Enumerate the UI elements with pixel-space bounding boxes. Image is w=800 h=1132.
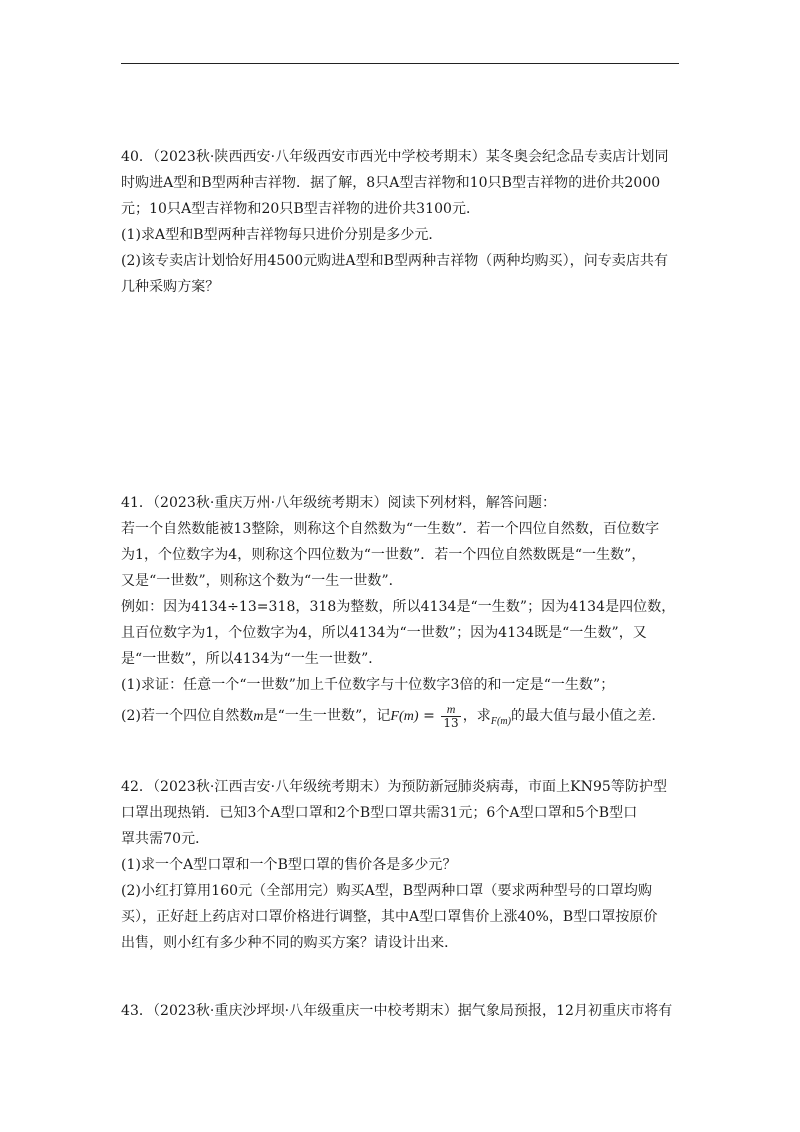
problem-41-q2 bbox=[121, 698, 681, 740]
q2-text-before: (2)若一个四位自然数 bbox=[121, 708, 254, 724]
q2-text-mid: 是“一生一世数”，记 bbox=[263, 708, 391, 724]
problem-40-line: (2)该专卖店计划恰好用4500元购进A型和B型两种吉祥物（两种均购买），问专卖店共有 bbox=[121, 253, 669, 269]
problem-40-line: (1)求A型和B型两种吉祥物每只进价分别是多少元． bbox=[121, 227, 443, 243]
problem-40-line: 时购进A型和B型两种吉祥物．据了解，8只A型吉祥物和10只B型吉祥物的进价共2000 bbox=[121, 175, 661, 191]
problem-41-line: 若一个自然数能被13整除，则称这个自然数为“一生数”．若一个四位自然数，百位数字 bbox=[121, 521, 660, 537]
q2-variable: m bbox=[253, 709, 264, 724]
problem-41-line: 为1，个位数字为4，则称这个四位数为“一世数”．若一个四位自然数既是“一生数”， bbox=[121, 547, 646, 563]
problem-42-line: 罩共需70元． bbox=[121, 831, 210, 847]
q2-text-after1: ，求 bbox=[462, 708, 491, 724]
problem-41-line: (1)求证：任意一个“一世数”加上千位数字与十位数字3倍的和一定是“一生数”； bbox=[121, 677, 615, 693]
problem-41 bbox=[121, 490, 681, 740]
problem-41-line: 又是“一世数”，则称这个数为“一生一世数”． bbox=[121, 573, 403, 589]
problem-42-line: 买），正好赶上药店对口罩价格进行调整，其中A型口罩售价上涨40%，B型口罩按原价 bbox=[121, 909, 658, 925]
q2-text-after2: 的最大值与最小值之差． bbox=[511, 708, 666, 724]
problem-41-line: 且百位数字为1，个位数字为4，所以4134为“一世数”；因为4134既是“一生数”，又 bbox=[121, 625, 647, 641]
problem-41-line: 例如：因为4134÷13=318，318为整数，所以4134是“一生数”；因为4134是四位数， bbox=[121, 599, 676, 615]
q2-fraction bbox=[441, 703, 460, 730]
problem-40-line: 元；10只A型吉祥物和20只B型吉祥物的进价共3100元． bbox=[121, 201, 481, 217]
q2-function-small: F(m) bbox=[490, 716, 512, 727]
problem-42 bbox=[121, 774, 681, 956]
q2-equals: = bbox=[418, 708, 440, 724]
problem-43-line: 43．（2023秋·重庆沙坪坝·八年级重庆一中校考期末）据气象局预报，12月初重庆市将有 bbox=[121, 1003, 673, 1019]
problem-40-line: 几种采购方案？ bbox=[121, 279, 220, 295]
problem-41-line: 41．（2023秋·重庆万州·八年级统考期末）阅读下列材料，解答问题： bbox=[121, 495, 557, 511]
problem-40 bbox=[121, 144, 681, 300]
problem-40-line: 40．（2023秋·陕西西安·八年级西安市西光中学校考期末）某冬奥会纪念品专卖店计划同 bbox=[121, 149, 669, 165]
problem-42-line: (1)求一个A型口罩和一个B型口罩的售价各是多少元？ bbox=[121, 857, 457, 873]
problem-43 bbox=[121, 998, 681, 1024]
problem-42-line: 出售，则小红有多少种不同的购买方案？请设计出来． bbox=[121, 935, 459, 951]
header-rule bbox=[121, 63, 679, 64]
problem-42-line: 口罩出现热销．已知3个A型口罩和2个B型口罩共需31元；6个A型口罩和5个B型口 bbox=[121, 805, 638, 821]
fraction-denominator: 13 bbox=[443, 715, 459, 730]
problem-42-line: 42．（2023秋·江西吉安·八年级统考期末）为预防新冠肺炎病毒，市面上KN95等防护型 bbox=[121, 779, 668, 795]
problem-41-line: 是“一世数”，所以4134为“一生一世数”． bbox=[121, 651, 383, 667]
q2-function: F(m) bbox=[390, 709, 419, 724]
fraction-numerator: m bbox=[441, 703, 460, 717]
problem-42-line: (2)小红打算用160元（全部用完）购买A型，B型两种口罩（要求两种型号的口罩均购 bbox=[121, 883, 652, 899]
